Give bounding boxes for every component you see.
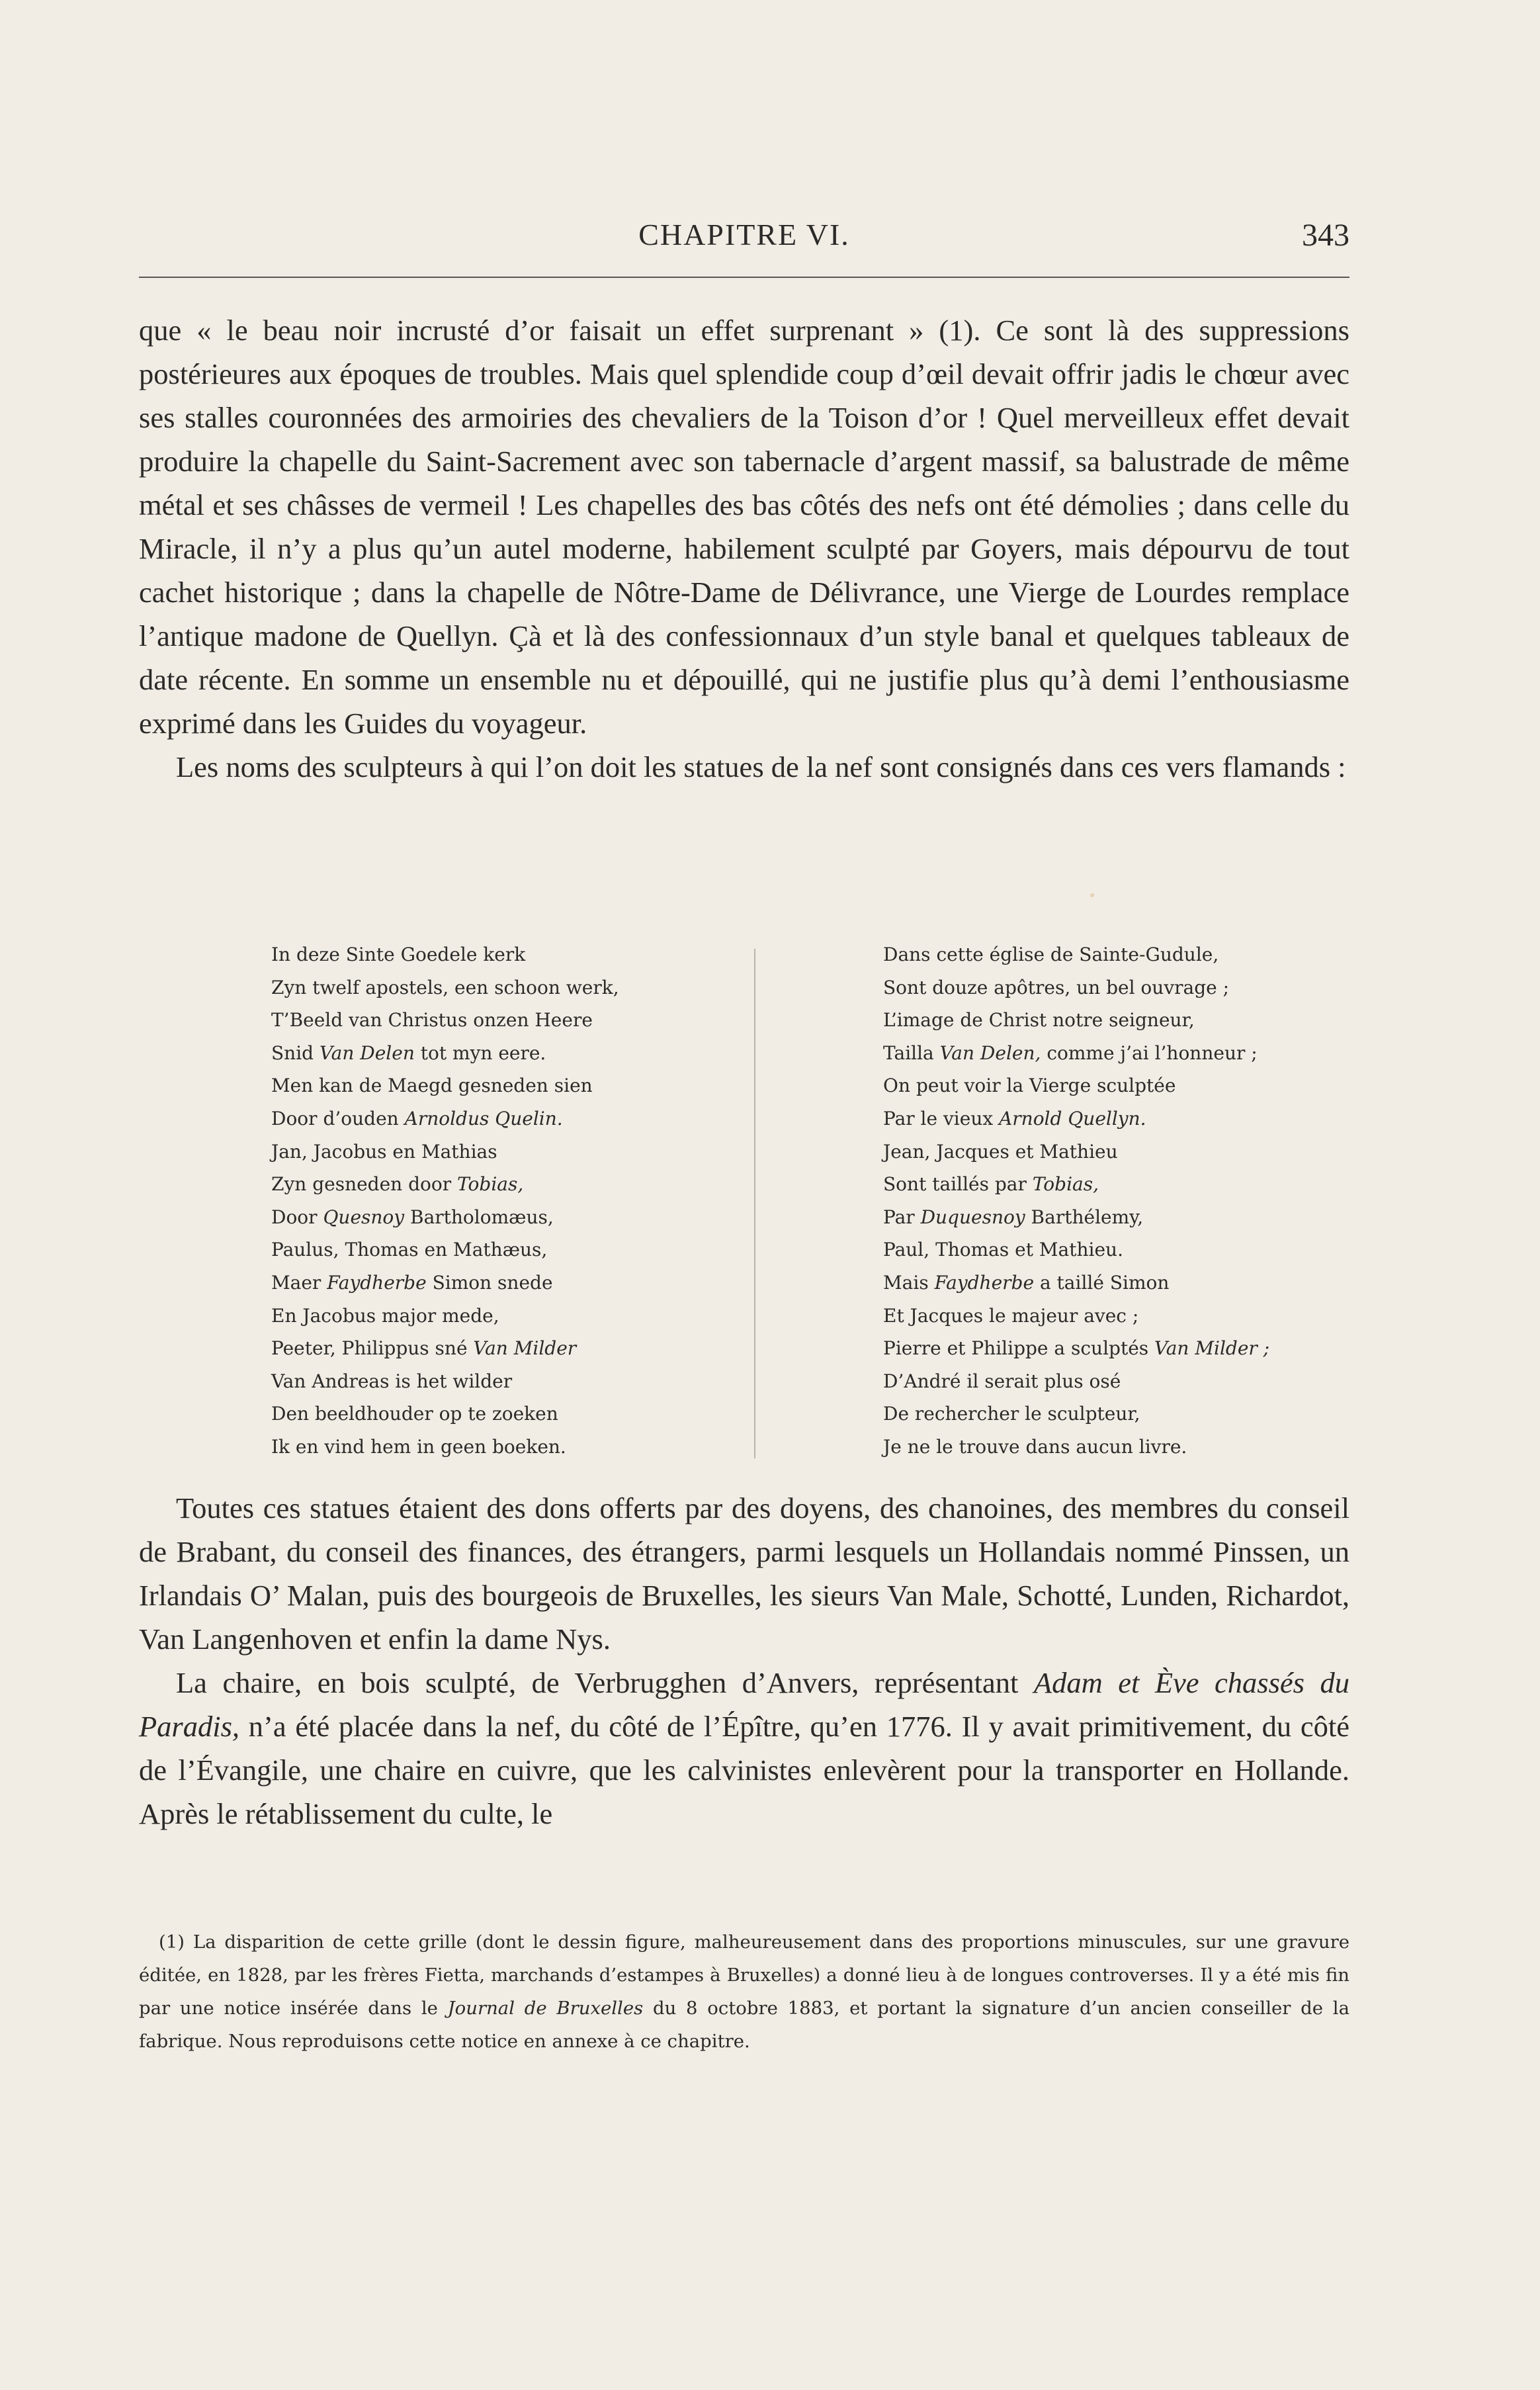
poem-line: De rechercher le sculpteur, — [883, 1403, 1140, 1425]
poem-line: Snid Van Delen tot myn eere. — [271, 1041, 546, 1064]
chapter-title: CHAPITRE VI. — [638, 218, 850, 251]
poem-line: Ik en vind hem in geen boeken. — [271, 1435, 566, 1458]
poem-line: D’André il serait plus osé — [883, 1370, 1121, 1392]
poem-line: Je ne le trouve dans aucun livre. — [883, 1435, 1187, 1458]
poem-line: Tailla Van Delen, comme j’ai l’honneur ; — [883, 1041, 1258, 1064]
body-text-top — [139, 308, 1349, 789]
poem-line: Den beeldhouder op te zoeken — [271, 1403, 558, 1425]
poem-line: Paul, Thomas et Mathieu. — [883, 1239, 1123, 1261]
poem-column-divider — [754, 949, 755, 1458]
footnote-text: (1) La disparition de cette grille (dont le dessin figure, malheureusement dans des proportions minuscules, sur une gravure éditée, en 1828, par les frères Fietta, marchands d’estampes à Bruxelles) a donné lieu à de longues controverses. Il y a été mis fin par une notice insérée dans le Journal de Bruxelles du 8 octobre 1883, et portant la signature d’un ancien conseiller de la fabrique. Nous reproduisons cette notice en annexe à ce chapitre. — [139, 1931, 1349, 2052]
poem-line: Par le vieux Arnold Quellyn. — [883, 1107, 1146, 1129]
poem-line: Jan, Jacobus en Mathias — [271, 1140, 497, 1163]
poem-line: L’image de Christ notre seigneur, — [883, 1009, 1195, 1032]
running-head — [139, 213, 1349, 259]
poem-line: Van Andreas is het wilder — [271, 1370, 513, 1392]
poem-line: Peeter, Philippus sné Van Milder — [271, 1337, 577, 1360]
poem-line: Zyn twelf apostels, een schoon werk, — [271, 976, 619, 998]
paragraph-4: La chaire, en bois sculpté, de Verbrugghen d’Anvers, représentant Adam et Ève chassés du Paradis, n’a été placée dans la nef, du côté de l’Épître, qu’en 1776. Il y avait primitivement, du côté de l’Évangile, une chaire en cuivre, que les calvinistes enlevèrent pour la transporter en Hollande. Après le rétablissement du culte, le — [139, 1666, 1350, 1830]
poem-line: On peut voir la Vierge sculptée — [883, 1075, 1176, 1097]
poem-line: Pierre et Philippe a sculptés Van Milder ; — [883, 1337, 1270, 1360]
poem-line: Men kan de Maegd gesneden sien — [271, 1075, 593, 1097]
poem-line: Maer Faydherbe Simon snede — [271, 1271, 553, 1294]
poem-line: Door d’ouden Arnoldus Quelin. — [271, 1107, 563, 1129]
poem-line: Mais Faydherbe a taillé Simon — [883, 1271, 1170, 1294]
poem-line: Dans cette église de Sainte-Gudule, — [883, 944, 1219, 965]
poem-line: Par Duquesnoy Barthélemy, — [883, 1206, 1144, 1228]
poem-line: In deze Sinte Goedele kerk — [271, 944, 526, 965]
body-text-bottom — [139, 1486, 1349, 1836]
poem-line: Sont douze apôtres, un bel ouvrage ; — [883, 976, 1230, 998]
paragraph-2: Les noms des sculpteurs à qui l’on doit les statues de la nef sont consignés dans ces vers flamands : — [176, 750, 1346, 783]
poem-line: Et Jacques le majeur avec ; — [883, 1304, 1139, 1327]
footnote — [139, 1925, 1349, 2058]
paragraph-3: Toutes ces statues étaient des dons offerts par des doyens, des chanoines, des membres du conseil de Brabant, du conseil des finances, des étrangers, parmi lesquels un Hollandais nommé Pinssen, un Irlandais O’ Malan, puis des bourgeois de Bruxelles, les sieurs Van Male, Schotté, Lunden, Richardot, Van Langenhoven et enfin la dame Nys. — [139, 1491, 1349, 1656]
artwork-title: Adam et Ève chassés du Paradis, — [139, 1666, 1350, 1743]
paper-speck — [1090, 893, 1094, 897]
poem-line: Sont taillés par Tobias, — [883, 1173, 1099, 1196]
paragraph-1: que « le beau noir incrusté d’or faisait un effet surprenant » (1). Ce sont là des suppressions postérieures aux époques de troubles. Mais quel splendide coup d’œil devait offrir jadis le chœur avec ses stalles couronnées des armoiries des chevaliers de la Toison d’or ! Quel merveilleux effet devait produire la chapelle du Saint-Sacrement avec son tabernacle d’argent massif, sa balustrade de même métal et ses châsses de vermeil ! Les chapelles des bas côtés des nefs ont été démolies ; dans celle du Miracle, il n’y a plus qu’un autel moderne, habilement sculpté par Goyers, mais dépourvu de tout cachet historique ; dans la chapelle de Nôtre-Dame de Délivrance, une Vierge de Lourdes remplace l’antique madone de Quellyn. Çà et là des confessionnaux d’un style banal et quelques tableaux de date récente. En somme un ensemble nu et dépouillé, qui ne justifie plus qu’à demi l’enthousiasme exprimé dans les Guides du voyageur. — [139, 314, 1349, 740]
journal-title: Journal de Bruxelles — [447, 1998, 644, 2019]
poem-flemish — [271, 938, 619, 1464]
poem-line: Paulus, Thomas en Mathæus, — [271, 1239, 548, 1261]
poem-french — [883, 938, 1269, 1464]
poem-line: T’Beeld van Christus onzen Heere — [271, 1009, 593, 1032]
page-number: 343 — [1302, 218, 1349, 253]
poem-line: Door Quesnoy Bartholomæus, — [271, 1206, 554, 1228]
poem-line: Zyn gesneden door Tobias, — [271, 1173, 524, 1196]
header-rule — [139, 277, 1349, 278]
poem-line: En Jacobus major mede, — [271, 1304, 499, 1327]
poem-line: Jean, Jacques et Mathieu — [883, 1140, 1118, 1163]
